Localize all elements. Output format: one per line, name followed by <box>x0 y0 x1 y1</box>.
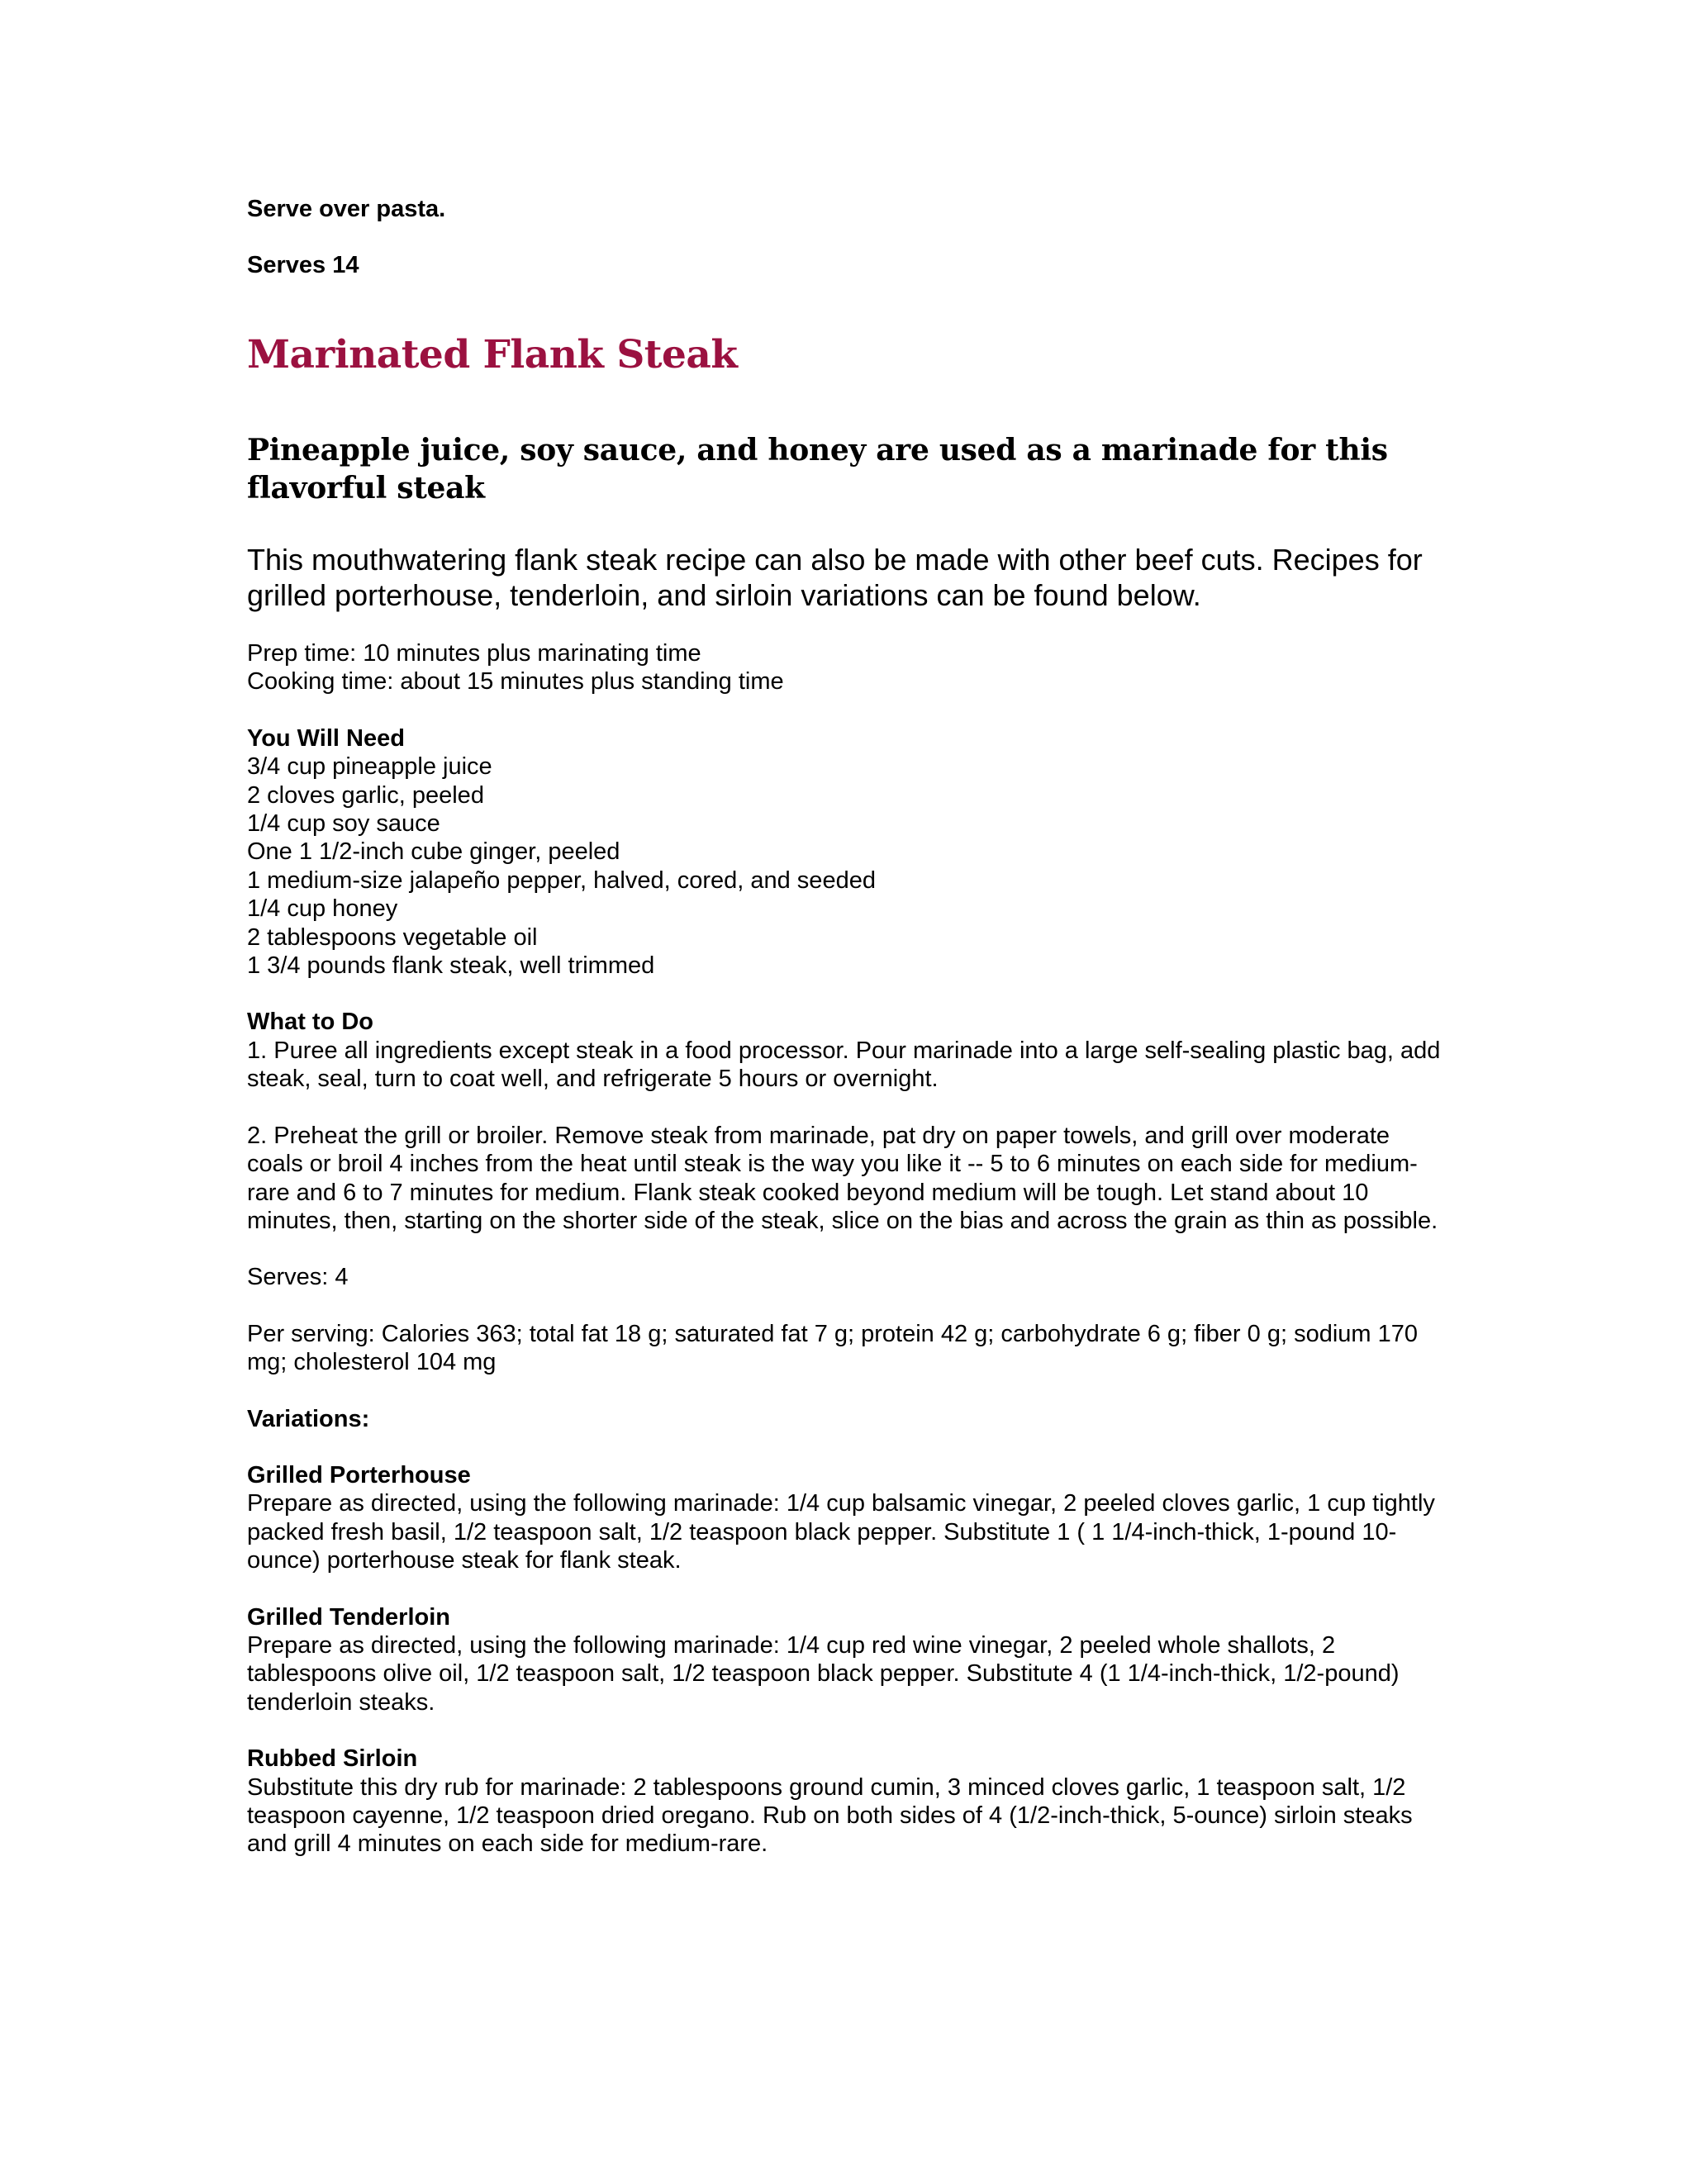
prep-time: Prep time: 10 minutes plus marinating time <box>247 640 701 667</box>
steps-section <box>247 1008 1445 1235</box>
recipe-lead: This mouthwatering flank steak recipe can also be made with other beef cuts. Recipes for grilled porterhouse, tenderloin, and sirloin variations can be found below. <box>247 543 1423 612</box>
ingredients-list <box>247 753 1445 980</box>
variation-text: Prepare as directed, using the following marinade: 1/4 cup balsamic vinegar, 2 peeled cloves garlic, 1 cup tightly packed fresh basil, 1/2 teaspoon salt, 1/2 teaspoon black pepper. Substitute 1 ( 1 1/4-inch-thick, 1-pound 10-ounce) porterhouse steak for flank steak. <box>247 1490 1435 1574</box>
variation-name: Grilled Tenderloin <box>247 1603 450 1631</box>
variation-sirloin <box>247 1745 1445 1859</box>
ingredient-item: 1/4 cup soy sauce <box>247 810 440 838</box>
servings: Serves: 4 <box>247 1264 349 1291</box>
ingredient-item: 1 medium-size jalapeño pepper, halved, cored, and seeded <box>247 866 876 894</box>
steps-heading: What to Do <box>247 1009 374 1036</box>
step-1: 1. Puree all ingredients except steak in a food processor. Pour marinade into a large self-sealing plastic bag, add steak, seal, turn to coat well, and refrigerate 5 hours or overnight. <box>247 1037 1441 1093</box>
serves-note: Serves 14 <box>247 252 359 278</box>
variation-name: Rubbed Sirloin <box>247 1745 418 1773</box>
time-info <box>247 639 1445 696</box>
ingredient-item: 1 3/4 pounds flank steak, well trimmed <box>247 952 655 980</box>
recipe-subtitle: Pineapple juice, soy sauce, and honey are used as a marinade for this flavorful steak <box>247 433 1388 506</box>
variation-porterhouse <box>247 1461 1445 1575</box>
ingredient-item: 3/4 cup pineapple juice <box>247 753 492 781</box>
ingredients-heading: You Will Need <box>247 724 405 752</box>
variation-text: Prepare as directed, using the following marinade: 1/4 cup red wine vinegar, 2 peeled whole shallots, 2 tablespoons olive oil, 1/2 teaspoon salt, 1/2 teaspoon black pepper. Substitute 4 (1 1/4-inch-thick, 1/2-pound) tenderloin steaks. <box>247 1631 1400 1716</box>
variation-name: Grilled Porterhouse <box>247 1461 471 1488</box>
ingredient-item: One 1 1/2-inch cube ginger, peeled <box>247 838 620 866</box>
recipe-page <box>247 195 1445 1859</box>
ingredient-item: 2 cloves garlic, peeled <box>247 781 484 809</box>
ingredient-item: 2 tablespoons vegetable oil <box>247 923 538 951</box>
variation-tenderloin <box>247 1603 1445 1717</box>
step-2: 2. Preheat the grill or broiler. Remove steak from marinade, pat dry on paper towels, and grill over moderate coals or broil 4 inches from the heat until steak is the way you like it -- 5 to 6 minutes on each side for medium-rare and 6 to 7 minutes for medium. Flank steak cooked beyond medium will be tough. Let stand about 10 minutes, then, starting on the shorter side of the steak, slice on the bias and across the grain as thin as possible. <box>247 1122 1438 1234</box>
ingredient-item: 1/4 cup honey <box>247 895 398 923</box>
serve-note: Serve over pasta. <box>247 196 446 222</box>
variation-text: Substitute this dry rub for marinade: 2 tablespoons ground cumin, 3 minced cloves garlic, 1 teaspoon salt, 1/2 teaspoon cayenne, 1/2 teaspoon dried oregano. Rub on both sides of 4 (1/2-inch-thick, 5-ounce) sirloin steaks and grill 4 minutes on each side for medium-rare. <box>247 1773 1413 1858</box>
recipe-title: Marinated Flank Steak <box>247 332 738 377</box>
nutrition-info: Per serving: Calories 363; total fat 18 g; saturated fat 7 g; protein 42 g; carbohydrate 6 g; fiber 0 g; sodium 170 mg; cholesterol 104 mg <box>247 1320 1419 1376</box>
cooking-time: Cooking time: about 15 minutes plus standing time <box>247 668 784 696</box>
variations-heading: Variations: <box>247 1405 370 1432</box>
ingredients-section <box>247 724 1445 980</box>
